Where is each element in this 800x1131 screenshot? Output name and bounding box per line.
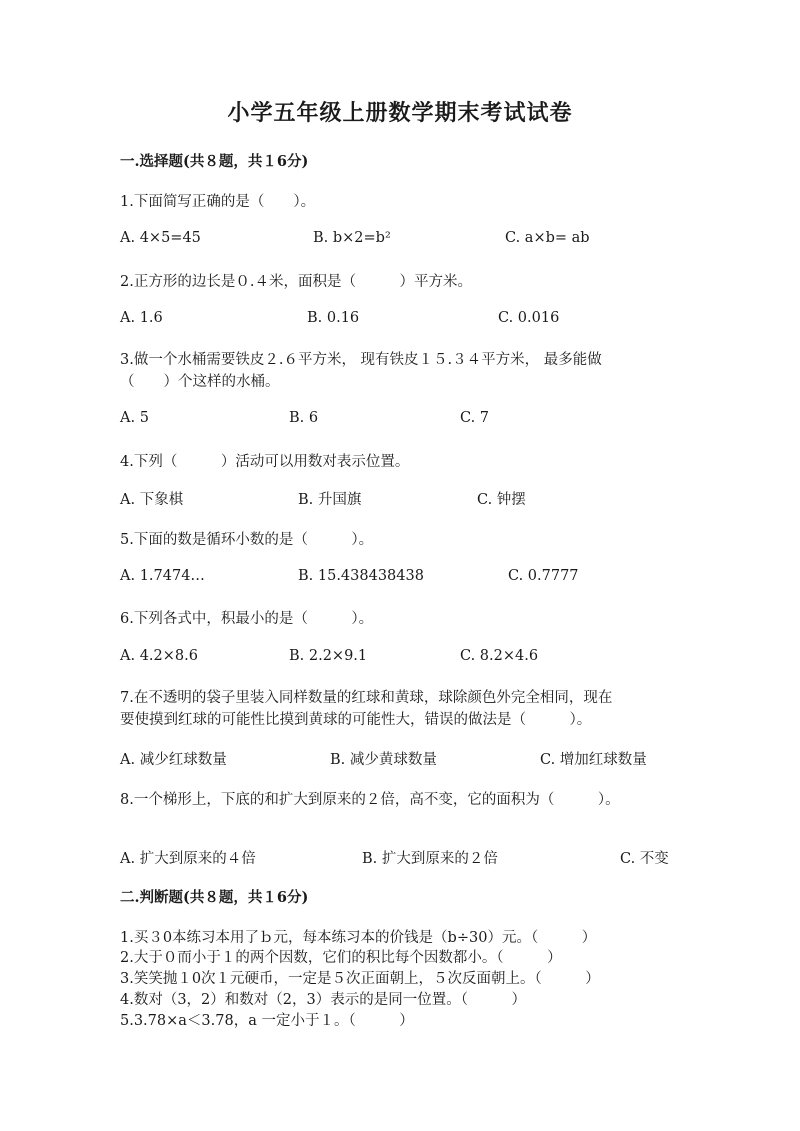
judgement-item-5: 5.3.78×a＜3.78，a 一定小于１。（ ） [120, 1013, 414, 1029]
question-2-option-b[interactable]: B. 0.16 [307, 310, 360, 326]
question-4-stem: 4.下列（ ）活动可以用数对表示位置。 [120, 454, 410, 470]
question-3-stem-line2: （ ）个这样的水桶。 [120, 374, 280, 390]
question-3-option-b[interactable]: B. 6 [289, 410, 319, 426]
question-4-option-b[interactable]: B. 升国旗 [298, 492, 362, 508]
question-3-option-c[interactable]: C. 7 [460, 410, 490, 426]
judgement-item-4: 4.数对（3，2）和数对（2，3）表示的是同一位置。（ ） [120, 992, 526, 1008]
question-8-option-c[interactable]: C. 不变 [620, 851, 669, 867]
question-6-option-b[interactable]: B. 2.2×9.1 [289, 648, 368, 664]
question-3-option-a[interactable]: A. 5 [120, 410, 149, 426]
question-5-option-b[interactable]: B. 15.438438438 [298, 568, 424, 584]
question-3-stem-line1: 3.做一个水桶需要铁皮２.６平方米， 现有铁皮１５.３４平方米， 最多能做 [120, 352, 602, 368]
question-1-stem: 1.下面简写正确的是（ ）。 [120, 194, 316, 210]
section-heading-choice: 一.选择题(共８题，共１6分) [120, 153, 309, 170]
question-5-option-c[interactable]: C. 0.7777 [508, 568, 579, 584]
question-8-option-b[interactable]: B. 扩大到原来的２倍 [362, 851, 498, 867]
page-title: 小学五年级上册数学期末考试试卷 [227, 100, 573, 126]
question-2-option-a[interactable]: A. 1.6 [120, 310, 163, 326]
question-7-option-c[interactable]: C. 增加红球数量 [540, 752, 647, 768]
section-heading-true-false: 二.判断题(共８题，共１6分) [120, 889, 309, 906]
question-4-option-c[interactable]: C. 钟摆 [477, 492, 526, 508]
question-2-option-c[interactable]: C. 0.016 [498, 310, 560, 326]
question-4-option-a[interactable]: A. 下象棋 [120, 492, 184, 508]
judgement-item-3: 3.笑笑抛１0次１元硬币，一定是５次正面朝上，５次反面朝上。（ ） [120, 971, 600, 987]
question-5-option-a[interactable]: A. 1.7474… [120, 568, 205, 584]
question-1-option-a[interactable]: A. 4×5=45 [120, 230, 201, 246]
question-7-option-a[interactable]: A. 减少红球数量 [120, 752, 227, 768]
judgement-item-1: 1.买３0本练习本用了ｂ元，每本练习本的价钱是（b÷30）元。（ ） [120, 930, 597, 946]
question-6-option-c[interactable]: C. 8.2×4.6 [460, 648, 539, 664]
question-2-stem: 2.正方形的边长是０.４米，面积是（ ）平方米。 [120, 274, 472, 290]
question-7-stem-line1: 7.在不透明的袋子里装入同样数量的红球和黄球，球除颜色外完全相同，现在 [120, 690, 613, 706]
question-7-option-b[interactable]: B. 减少黄球数量 [330, 752, 437, 768]
question-8-option-a[interactable]: A. 扩大到原来的４倍 [120, 851, 256, 867]
question-1-option-c[interactable]: C. a×b= ab [505, 230, 590, 246]
judgement-item-2: 2.大于０而小于１的两个因数，它们的积比每个因数都小。（ ） [120, 950, 562, 966]
question-6-option-a[interactable]: A. 4.2×8.6 [120, 648, 198, 664]
question-1-option-b[interactable]: B. b×2=b² [313, 230, 391, 246]
question-6-stem: 6.下列各式中，积最小的是（ ）。 [120, 611, 374, 627]
question-5-stem: 5.下面的数是循环小数的是（ ）。 [120, 532, 374, 548]
question-7-stem-line2: 要使摸到红球的可能性比摸到黄球的可能性大，错误的做法是（ ）。 [120, 712, 592, 728]
question-8-stem: 8.一个梯形上，下底的和扩大到原来的２倍，高不变，它的面积为（ ）。 [120, 792, 620, 808]
